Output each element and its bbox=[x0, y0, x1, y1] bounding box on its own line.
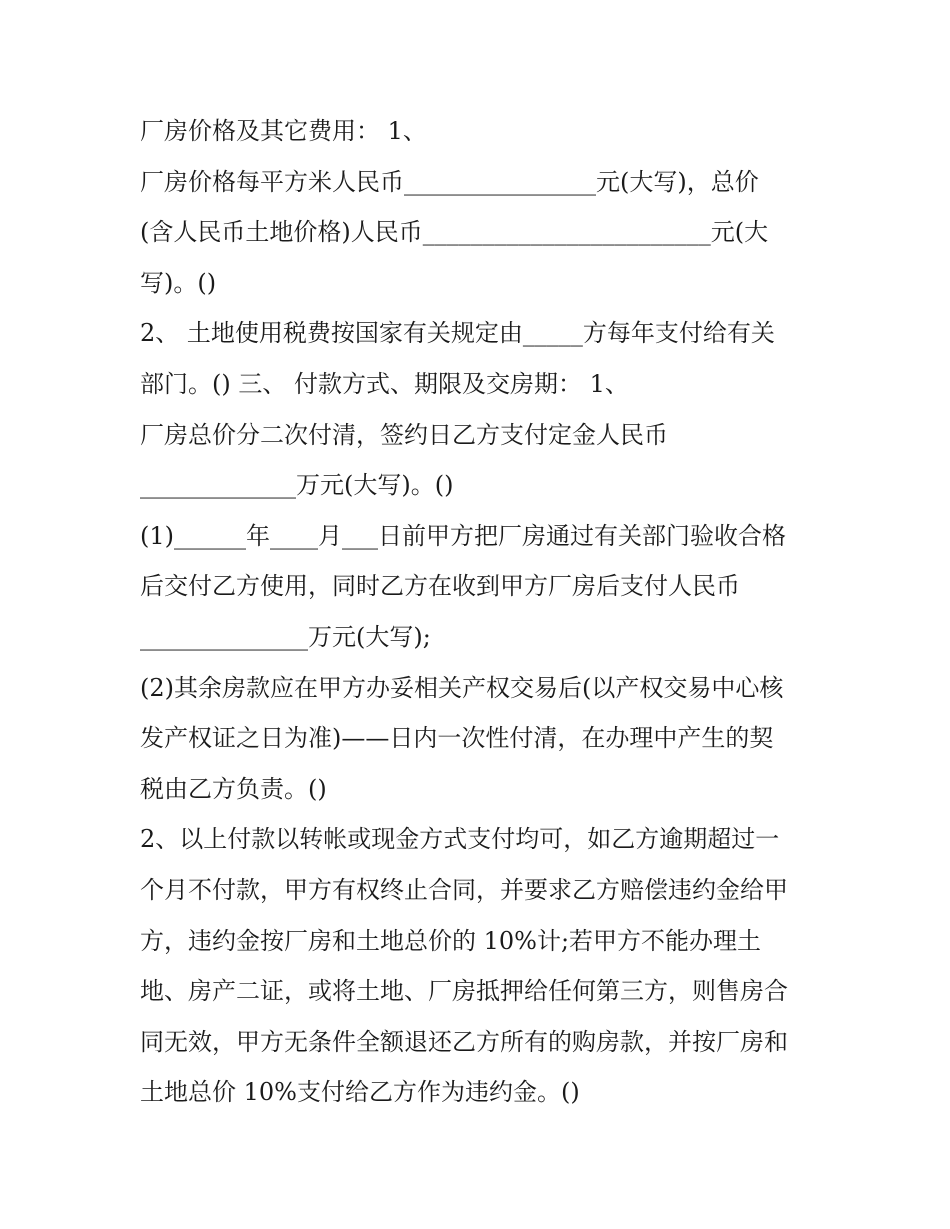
text-line: 后交付乙方使用，同时乙方在收到甲方厂房后支付人民币 bbox=[140, 572, 740, 601]
text-line: 2、以上付款以转帐或现金方式支付均可，如乙方逾期超过一 bbox=[140, 825, 780, 854]
text-line: 写)。() bbox=[140, 268, 217, 297]
text-line: (2)其余房款应在甲方办妥相关产权交易后(以产权交易中心核 bbox=[140, 673, 784, 702]
text-line: 方，违约金按厂房和土地总价的 10%计;若甲方不能办理土 bbox=[140, 926, 762, 955]
contract-text bbox=[140, 106, 820, 1118]
text-line: 税由乙方负责。() bbox=[140, 774, 327, 803]
text-line: 部门。() 三、 付款方式、期限及交房期： 1、 bbox=[140, 369, 629, 398]
text-line: (含人民币土地价格)人民币________________________元(大 bbox=[140, 218, 769, 247]
text-line: 厂房总价分二次付清，签约日乙方支付定金人民币 bbox=[140, 420, 668, 449]
text-line: 发产权证之日为准)——日内一次性付清，在办理中产生的契 bbox=[140, 724, 774, 753]
text-line: 2、 土地使用税费按国家有关规定由_____方每年支付给有关 bbox=[140, 319, 775, 348]
text-line: 土地总价 10%支付给乙方作为违约金。() bbox=[140, 1078, 580, 1107]
text-line: 同无效，甲方无条件全额退还乙方所有的购房款，并按厂房和 bbox=[140, 1027, 788, 1056]
text-line: ______________万元(大写); bbox=[140, 622, 431, 651]
text-line: 厂房价格及其它费用： 1、 bbox=[140, 117, 427, 145]
text-line: (1)______年____月___日前甲方把厂房通过有关部门验收合格 bbox=[140, 521, 786, 550]
text-line: 地、房产二证，或将土地、厂房抵押给任何第三方，则售房合 bbox=[140, 977, 788, 1006]
text-line: 厂房价格每平方米人民币________________元(大写)，总价 bbox=[140, 167, 759, 196]
text-line: 个月不付款，甲方有权终止合同，并要求乙方赔偿违约金给甲 bbox=[140, 875, 788, 904]
text-line: _____________万元(大写)。() bbox=[140, 471, 454, 500]
